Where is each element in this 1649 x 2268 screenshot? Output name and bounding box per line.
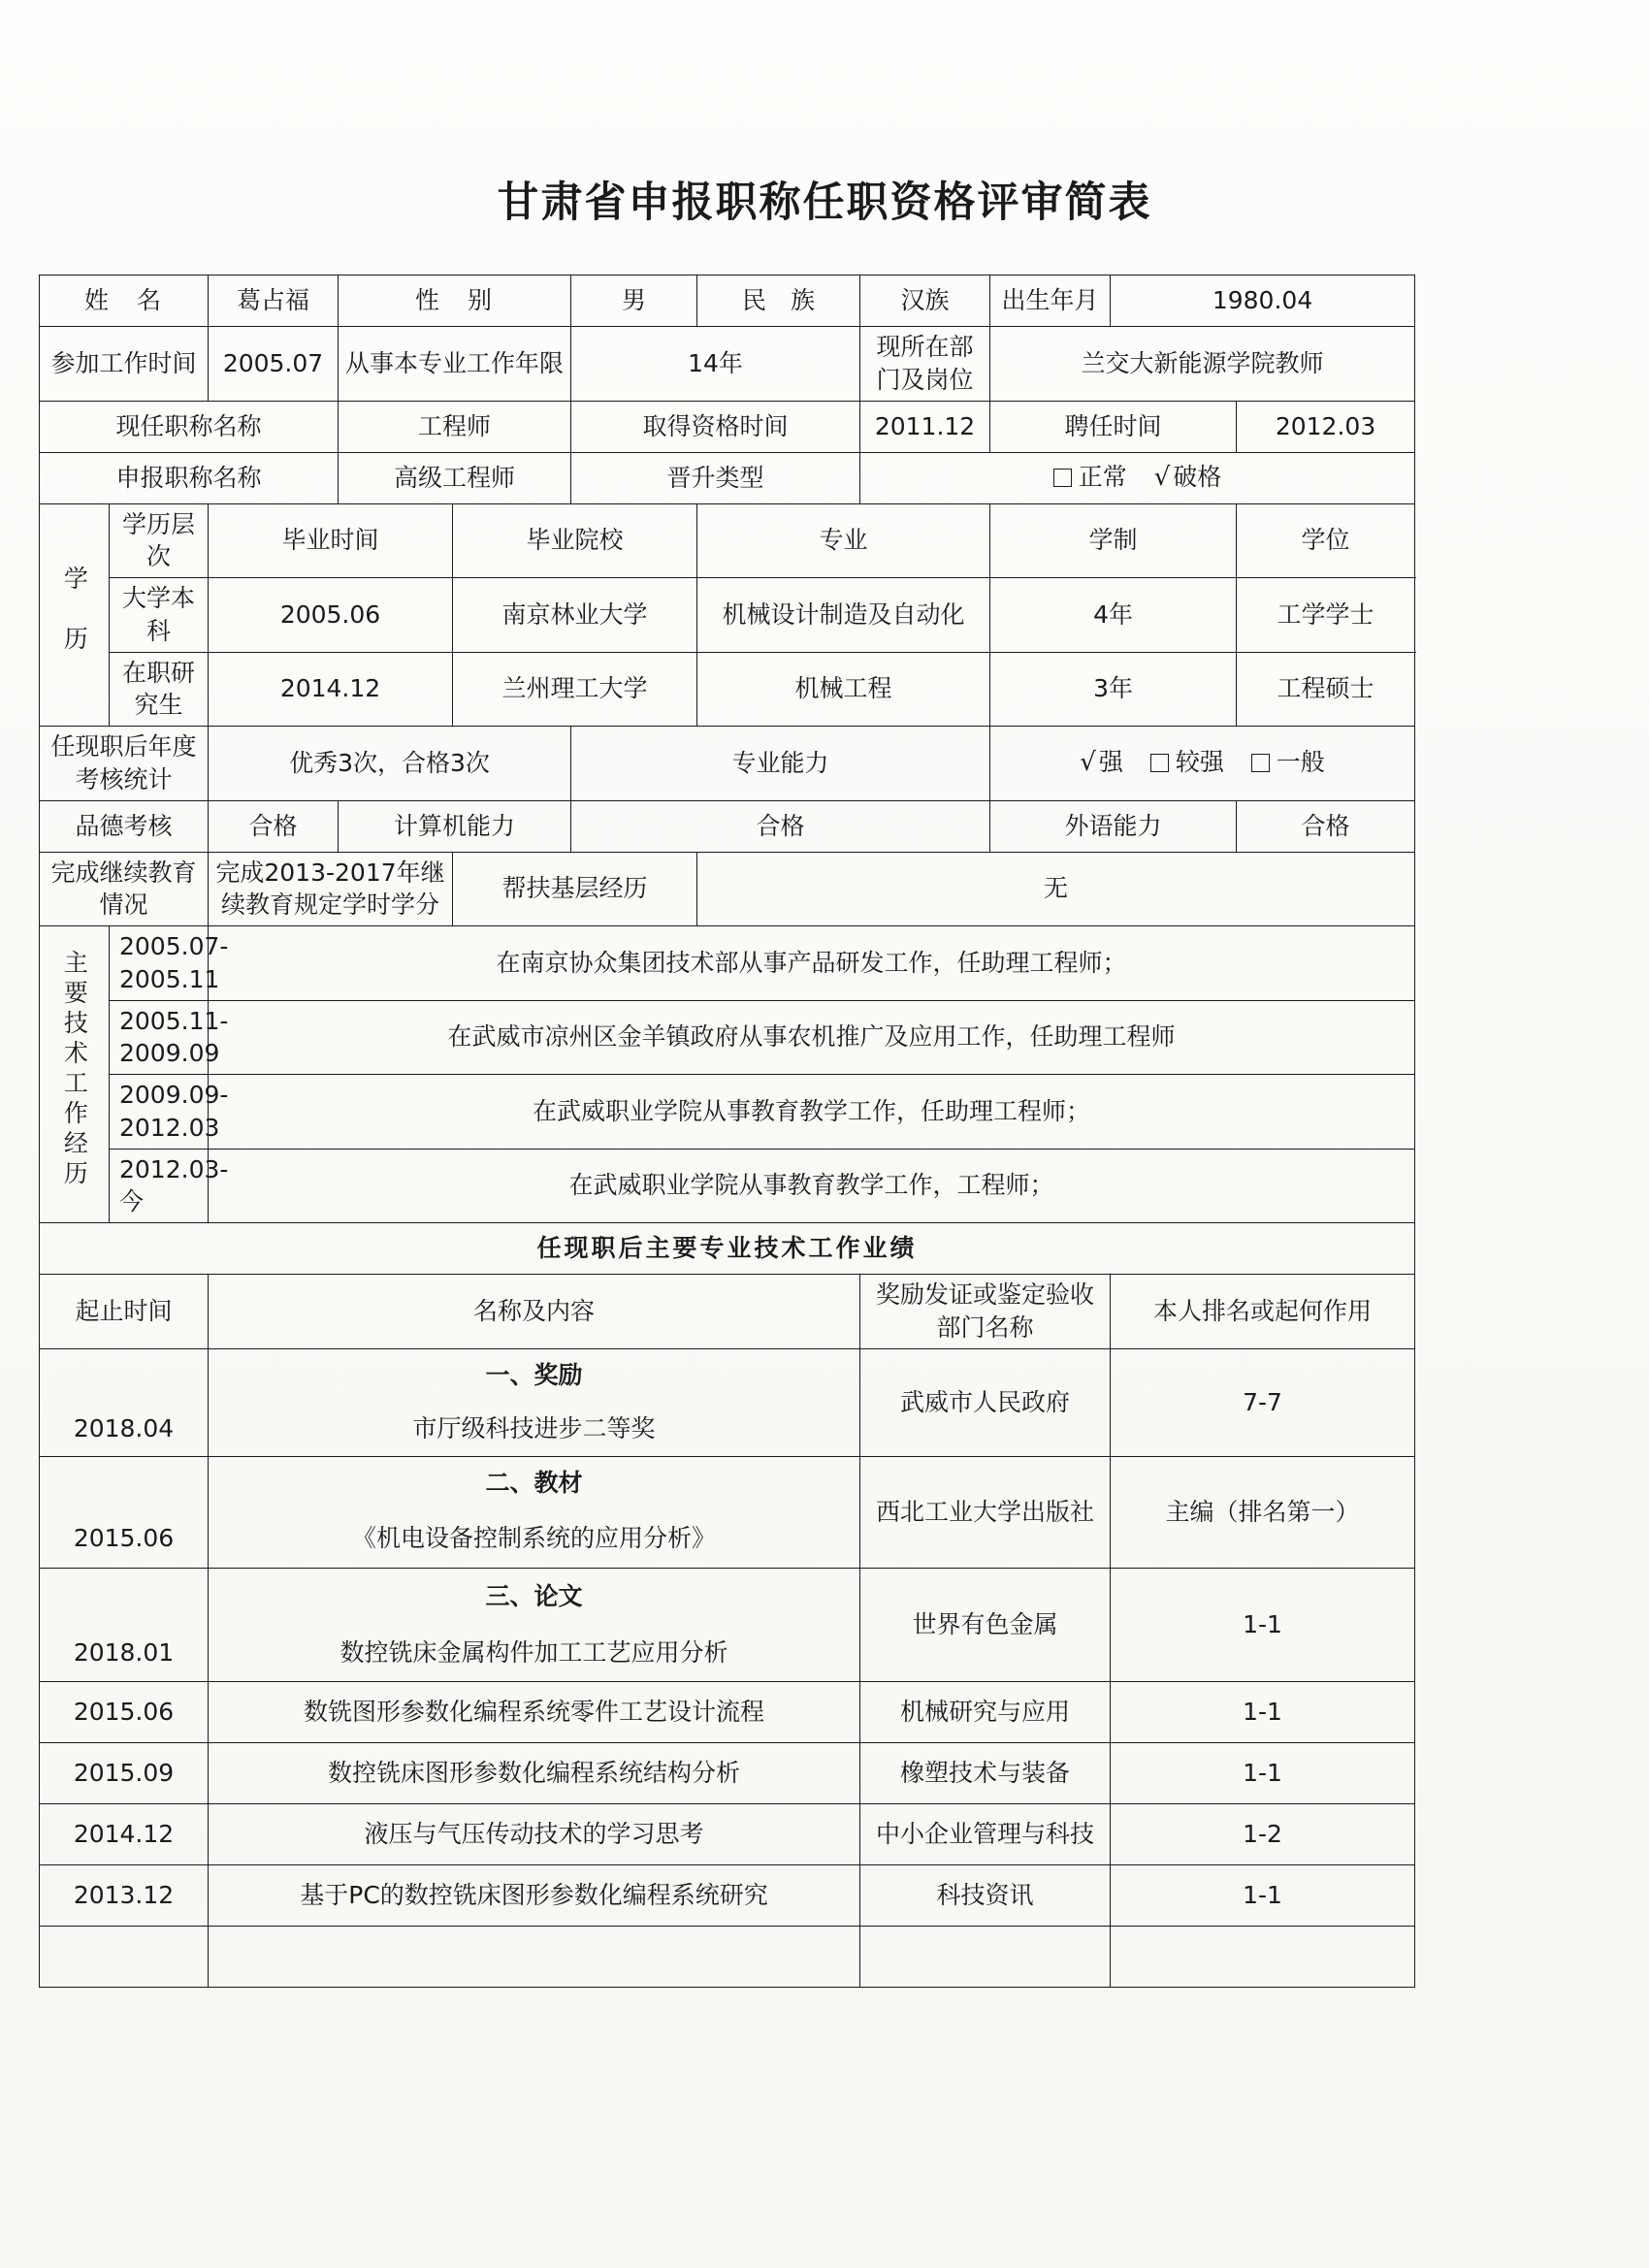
achievement-time-empty	[40, 1568, 209, 1625]
continuing-education-value: 完成2013-2017年继续教育规定学时学分	[209, 852, 453, 926]
achievement-time: 2013.12	[40, 1864, 209, 1926]
table-row-education-1	[40, 578, 1415, 653]
current-title-value: 工程师	[339, 401, 571, 452]
education-level: 大学本科	[110, 578, 209, 653]
annual-assessment-label: 任现职后年度考核统计	[40, 727, 209, 801]
table-row-morality	[40, 800, 1415, 852]
achievement-group-heading: 二、教材	[209, 1456, 860, 1509]
table-row-achievements-title	[40, 1223, 1415, 1275]
table-row-achievement-5	[40, 1742, 1415, 1803]
education-level-header: 学历层次	[110, 503, 209, 578]
promote-option-normal[interactable]: 正常	[1053, 461, 1127, 494]
achievement-time-empty	[40, 1348, 209, 1402]
table-row-experience-2	[40, 1000, 1415, 1075]
achievement-issuer: 橡塑技术与装备	[860, 1742, 1111, 1803]
checkbox-unchecked-icon[interactable]	[1053, 469, 1072, 487]
achievement-content: 市厅级科技进步二等奖	[209, 1402, 860, 1457]
qualification-form-table	[39, 275, 1415, 1988]
department-value: 兰交大新能源学院教师	[990, 327, 1415, 402]
achievement-time: 2015.06	[40, 1681, 209, 1742]
achievement-issuer: 西北工业大学出版社	[860, 1456, 1111, 1568]
achievement-time: 2018.01	[40, 1625, 209, 1682]
achievement-rank: 7-7	[1111, 1348, 1415, 1456]
table-row-basic-3	[40, 401, 1415, 452]
promote-type-options	[860, 452, 1415, 503]
achievement-content: 数控铣床金属构件加工工艺应用分析	[209, 1625, 860, 1682]
appoint-time-label: 聘任时间	[990, 401, 1237, 452]
grassroots-label: 帮扶基层经历	[453, 852, 697, 926]
table-row-achievements-header	[40, 1275, 1415, 1349]
check-mark-icon: √	[1080, 748, 1096, 778]
table-row-basic-4	[40, 452, 1415, 503]
achievement-time: 2015.09	[40, 1742, 209, 1803]
ethnic-value: 汉族	[860, 275, 990, 327]
birth-value: 1980.04	[1111, 275, 1415, 327]
table-row-achievement-4	[40, 1681, 1415, 1742]
achievement-content: 基于PC的数控铣床图形参数化编程系统研究	[209, 1864, 860, 1926]
achievements-content-header: 名称及内容	[209, 1275, 860, 1349]
education-system-header: 学制	[990, 503, 1237, 578]
experience-label: 主要技术工作经历	[40, 926, 110, 1223]
table-row-experience-1	[40, 926, 1415, 1001]
table-row-achievement-6	[40, 1803, 1415, 1864]
achievement-rank: 1-1	[1111, 1568, 1415, 1681]
work-start-value: 2005.07	[209, 327, 339, 402]
achievements-time-header: 起止时间	[40, 1275, 209, 1349]
education-major: 机械工程	[697, 652, 990, 727]
department-label: 现所在部门及岗位	[860, 327, 990, 402]
promote-option-exception[interactable]: √ 破格	[1153, 462, 1222, 492]
ability-option-fairly-strong[interactable]: 较强	[1150, 746, 1224, 779]
experience-period: 2005.11-2009.09	[110, 1000, 209, 1075]
apply-title-label: 申报职称名称	[40, 452, 339, 503]
achievements-issuer-header: 奖励发证或鉴定验收部门名称	[860, 1275, 1111, 1349]
table-row-experience-3	[40, 1075, 1415, 1150]
education-system: 3年	[990, 652, 1237, 727]
education-degree: 工学学士	[1237, 578, 1415, 653]
table-row-achievement-heading	[40, 1348, 1415, 1402]
education-school-header: 毕业院校	[453, 503, 697, 578]
education-major: 机械设计制造及自动化	[697, 578, 990, 653]
experience-content: 在武威职业学院从事教育教学工作，任助理工程师；	[209, 1075, 1415, 1150]
achievement-rank	[1111, 1926, 1415, 1987]
achievement-time: 2015.06	[40, 1509, 209, 1569]
achievement-rank: 1-1	[1111, 1742, 1415, 1803]
table-row-basic-1	[40, 275, 1415, 327]
checkbox-unchecked-icon[interactable]	[1150, 754, 1169, 772]
achievements-section-title: 任现职后主要专业技术工作业绩	[40, 1223, 1415, 1275]
qualify-time-value: 2011.12	[860, 401, 990, 452]
page-title: 甘肃省申报职称任职资格评审简表	[497, 178, 1152, 227]
education-gradtime: 2005.06	[209, 578, 453, 653]
achievement-issuer: 机械研究与应用	[860, 1681, 1111, 1742]
field-years-value: 14年	[571, 327, 860, 402]
achievement-issuer: 中小企业管理与科技	[860, 1803, 1111, 1864]
table-row-annual-assessment	[40, 727, 1415, 801]
ability-options	[990, 727, 1415, 801]
achievement-rank: 1-2	[1111, 1803, 1415, 1864]
continuing-education-label: 完成继续教育情况	[40, 852, 209, 926]
achievement-issuer: 武威市人民政府	[860, 1348, 1111, 1456]
table-row-achievement-8	[40, 1926, 1415, 1987]
name-value: 葛占福	[209, 275, 339, 327]
experience-content: 在武威职业学院从事教育教学工作，工程师；	[209, 1149, 1415, 1223]
education-school: 兰州理工大学	[453, 652, 697, 727]
field-years-label: 从事本专业工作年限	[339, 327, 571, 402]
apply-title-value: 高级工程师	[339, 452, 571, 503]
experience-period: 2012.03-今	[110, 1149, 209, 1223]
achievement-group-heading: 一、奖励	[209, 1348, 860, 1402]
achievement-time-empty	[40, 1456, 209, 1509]
birth-label: 出生年月	[990, 275, 1111, 327]
gender-value: 男	[571, 275, 697, 327]
morality-label: 品德考核	[40, 800, 209, 852]
achievement-content: 数控铣床图形参数化编程系统结构分析	[209, 1742, 860, 1803]
achievement-group-heading: 三、论文	[209, 1568, 860, 1625]
ability-option-strong[interactable]: √ 强	[1080, 748, 1123, 778]
achievement-time	[40, 1926, 209, 1987]
achievement-issuer	[860, 1926, 1111, 1987]
table-row-achievement-7	[40, 1864, 1415, 1926]
checkbox-unchecked-icon[interactable]	[1251, 754, 1270, 772]
ability-label: 专业能力	[571, 727, 990, 801]
annual-assessment-value: 优秀3次，合格3次	[209, 727, 571, 801]
achievement-time: 2014.12	[40, 1803, 209, 1864]
table-row-education-2	[40, 652, 1415, 727]
computer-label: 计算机能力	[339, 800, 571, 852]
experience-period: 2005.07-2005.11	[110, 926, 209, 1001]
education-degree-header: 学位	[1237, 503, 1415, 578]
experience-content: 在武威市凉州区金羊镇政府从事农机推广及应用工作，任助理工程师	[209, 1000, 1415, 1075]
achievement-issuer: 科技资讯	[860, 1864, 1111, 1926]
education-gradtime-header: 毕业时间	[209, 503, 453, 578]
achievement-rank: 主编（排名第一）	[1111, 1456, 1415, 1568]
education-gradtime: 2014.12	[209, 652, 453, 727]
grassroots-value: 无	[697, 852, 1415, 926]
achievement-content	[209, 1926, 860, 1987]
education-school: 南京林业大学	[453, 578, 697, 653]
check-mark-icon: √	[1153, 462, 1171, 492]
computer-value: 合格	[571, 800, 990, 852]
promote-type-label: 晋升类型	[571, 452, 860, 503]
foreign-label: 外语能力	[990, 800, 1237, 852]
education-level: 在职研究生	[110, 652, 209, 727]
appoint-time-value: 2012.03	[1237, 401, 1415, 452]
current-title-label: 现任职称名称	[40, 401, 339, 452]
table-row-basic-2	[40, 327, 1415, 402]
achievement-content: 液压与气压传动技术的学习思考	[209, 1803, 860, 1864]
morality-value: 合格	[209, 800, 339, 852]
education-degree: 工程硕士	[1237, 652, 1415, 727]
education-major-header: 专业	[697, 503, 990, 578]
achievements-rank-header: 本人排名或起何作用	[1111, 1275, 1415, 1349]
table-row-education-header	[40, 503, 1415, 578]
work-start-label: 参加工作时间	[40, 327, 209, 402]
foreign-value: 合格	[1237, 800, 1415, 852]
gender-label: 性 别	[339, 275, 571, 327]
table-row-experience-4	[40, 1149, 1415, 1223]
ability-option-average[interactable]: 一般	[1251, 746, 1325, 779]
achievement-rank: 1-1	[1111, 1864, 1415, 1926]
table-row-continuing-education	[40, 852, 1415, 926]
experience-content: 在南京协众集团技术部从事产品研发工作，任助理工程师；	[209, 926, 1415, 1001]
achievement-content: 数铣图形参数化编程系统零件工艺设计流程	[209, 1681, 860, 1742]
education-row-label: 学 历	[40, 503, 110, 727]
achievement-rank: 1-1	[1111, 1681, 1415, 1742]
achievement-issuer: 世界有色金属	[860, 1568, 1111, 1681]
table-row-achievement-heading	[40, 1568, 1415, 1625]
experience-period: 2009.09-2012.03	[110, 1075, 209, 1150]
achievement-time: 2018.04	[40, 1402, 209, 1457]
education-system: 4年	[990, 578, 1237, 653]
qualify-time-label: 取得资格时间	[571, 401, 860, 452]
achievement-content: 《机电设备控制系统的应用分析》	[209, 1509, 860, 1569]
table-row-achievement-heading	[40, 1456, 1415, 1509]
name-label: 姓 名	[40, 275, 209, 327]
ethnic-label: 民 族	[697, 275, 860, 327]
